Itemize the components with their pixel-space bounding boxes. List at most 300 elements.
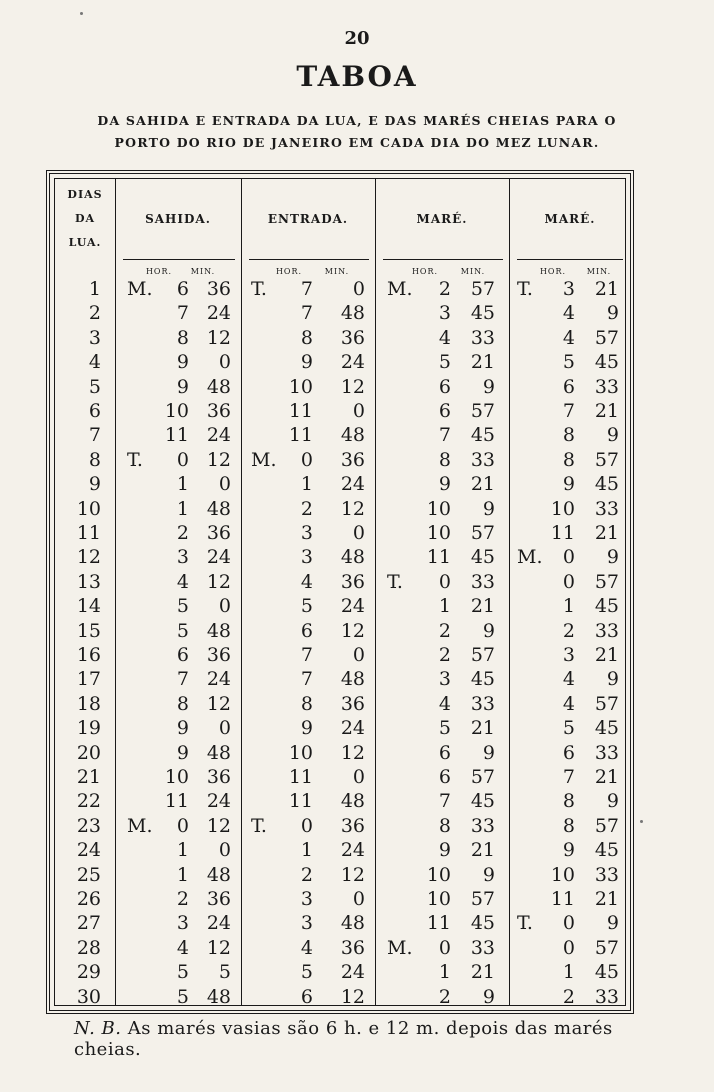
header-rule bbox=[383, 259, 503, 260]
mare2-hour: 10 bbox=[550, 497, 575, 520]
entrada-hour: 5 bbox=[300, 961, 313, 984]
sahida-hour: 1 bbox=[176, 839, 189, 862]
entrada-period: T. bbox=[251, 814, 267, 837]
sahida-period bbox=[127, 423, 157, 447]
paper-speck bbox=[640, 820, 643, 823]
day-cell: 14 bbox=[76, 595, 101, 618]
entrada-period bbox=[251, 545, 281, 569]
mare2-hour: 5 bbox=[562, 351, 575, 374]
header-days-line: LUA. bbox=[68, 236, 102, 249]
sahida-minute: 12 bbox=[206, 814, 231, 837]
entrada-period bbox=[251, 838, 281, 862]
entrada-hour: 3 bbox=[300, 888, 313, 910]
sahida-hour: 8 bbox=[176, 326, 189, 349]
sahida-hour: 11 bbox=[164, 424, 189, 447]
mare2-minute: 33 bbox=[594, 863, 619, 886]
sahida-hour: 2 bbox=[176, 522, 189, 544]
day-cell: 11 bbox=[76, 522, 101, 544]
sahida-hour: 4 bbox=[176, 936, 189, 959]
mare2-hour: 1 bbox=[562, 595, 575, 618]
mare2-minute: 45 bbox=[594, 717, 619, 740]
entrada-hour: 8 bbox=[300, 692, 313, 715]
sahida-period bbox=[127, 301, 157, 325]
day-cell: 28 bbox=[76, 936, 101, 959]
mare1-minute: 21 bbox=[470, 351, 495, 374]
mare1-hour: 8 bbox=[438, 448, 451, 471]
footnote-text: As marés vasias são 6 h. e 12 m. depois das marés cheias. bbox=[74, 1018, 613, 1060]
mare1-hour: 2 bbox=[438, 619, 451, 642]
mare2-minute: 21 bbox=[594, 278, 619, 300]
mare1-minute: 33 bbox=[470, 570, 495, 593]
sahida-period bbox=[127, 643, 157, 667]
mare2-hour: 9 bbox=[562, 839, 575, 862]
mare1-minute: 9 bbox=[482, 619, 495, 642]
sahida-hour: 5 bbox=[176, 961, 189, 984]
sahida-minute: 0 bbox=[218, 351, 231, 374]
mare2-minute: 45 bbox=[594, 473, 619, 496]
day-cell: 25 bbox=[76, 863, 101, 886]
mare1-hour: 0 bbox=[438, 570, 451, 593]
sahida-minute: 12 bbox=[206, 570, 231, 593]
entrada-period bbox=[251, 741, 281, 765]
header-sahida: SAHIDA. bbox=[145, 212, 211, 226]
mare2-minute: 57 bbox=[594, 326, 619, 349]
entrada-hour: 11 bbox=[288, 400, 313, 422]
entrada-period bbox=[251, 936, 281, 960]
entrada-hour: 3 bbox=[300, 912, 313, 935]
mare2-minute: 9 bbox=[606, 668, 619, 691]
sahida-minute: 0 bbox=[218, 717, 231, 740]
entrada-hour: 9 bbox=[300, 351, 313, 374]
mare1-minute: 45 bbox=[470, 546, 495, 569]
mare2-hour: 3 bbox=[562, 278, 575, 300]
sahida-period bbox=[127, 472, 157, 496]
mare1-minute: 9 bbox=[482, 863, 495, 886]
entrada-period bbox=[251, 765, 281, 789]
mare1-hour: 6 bbox=[438, 766, 451, 788]
entrada-minute: 0 bbox=[352, 522, 365, 544]
header-days-line: DIAS bbox=[67, 188, 103, 201]
sahida-minute: 24 bbox=[206, 424, 231, 447]
mare2-minute: 57 bbox=[594, 936, 619, 959]
sahida-period bbox=[127, 399, 157, 423]
entrada-minute: 24 bbox=[340, 473, 365, 496]
mare2-minute: 57 bbox=[594, 814, 619, 837]
entrada-period bbox=[251, 643, 281, 667]
mare2-hour: 10 bbox=[550, 863, 575, 886]
sahida-period bbox=[127, 911, 157, 935]
entrada-period bbox=[251, 594, 281, 618]
subtitle-line-2: PORTO DO RIO DE JANEIRO EM CADA DIA DO MEZ LUNAR. bbox=[114, 135, 600, 150]
sahida-minute: 24 bbox=[206, 302, 231, 325]
mare1-period: T. bbox=[387, 570, 403, 593]
sahida-hour: 9 bbox=[176, 375, 189, 398]
day-cell: 2 bbox=[88, 302, 101, 325]
mare2-hour: 5 bbox=[562, 717, 575, 740]
entrada-hour: 0 bbox=[300, 448, 313, 471]
mare2-hour: 0 bbox=[562, 546, 575, 569]
header-rule bbox=[123, 259, 235, 260]
mare2-hour: 6 bbox=[562, 741, 575, 764]
sahida-period bbox=[127, 521, 157, 545]
mare1-minute: 21 bbox=[470, 473, 495, 496]
mare1-minute: 57 bbox=[470, 278, 495, 300]
sahida-period bbox=[127, 863, 157, 887]
footnote bbox=[74, 1018, 674, 1060]
mare2-hour: 9 bbox=[562, 473, 575, 496]
entrada-hour: 6 bbox=[300, 619, 313, 642]
header-days-line: DA bbox=[74, 212, 96, 225]
mare1-minute: 45 bbox=[470, 790, 495, 813]
day-cell: 26 bbox=[76, 888, 101, 910]
sahida-hour: 6 bbox=[176, 278, 189, 300]
header-mare-2: MARÉ. bbox=[544, 212, 596, 226]
entrada-minute: 36 bbox=[340, 448, 365, 471]
column-divider bbox=[241, 179, 242, 1005]
sahida-hour: 9 bbox=[176, 717, 189, 740]
paper-speck bbox=[80, 12, 83, 15]
day-cell: 10 bbox=[76, 497, 101, 520]
mare1-minute: 57 bbox=[470, 644, 495, 666]
mare2-hour: 11 bbox=[550, 522, 575, 544]
sahida-hour: 6 bbox=[176, 644, 189, 666]
mare1-minute: 9 bbox=[482, 741, 495, 764]
mare2-minute: 57 bbox=[594, 448, 619, 471]
entrada-period: T. bbox=[251, 278, 267, 300]
entrada-minute: 0 bbox=[352, 644, 365, 666]
sahida-hour: 10 bbox=[164, 766, 189, 788]
sahida-hour: 0 bbox=[176, 814, 189, 837]
sahida-minute: 36 bbox=[206, 766, 231, 788]
entrada-period bbox=[251, 911, 281, 935]
entrada-hour: 0 bbox=[300, 814, 313, 837]
day-cell: 5 bbox=[88, 375, 101, 398]
sahida-minute: 36 bbox=[206, 400, 231, 422]
header-rule bbox=[517, 259, 623, 260]
mare2-hour: 8 bbox=[562, 448, 575, 471]
sahida-minute: 48 bbox=[206, 741, 231, 764]
column-divider bbox=[375, 179, 376, 1005]
entrada-period bbox=[251, 472, 281, 496]
entrada-period bbox=[251, 960, 281, 984]
sahida-period bbox=[127, 741, 157, 765]
entrada-minute: 24 bbox=[340, 595, 365, 618]
column-divider bbox=[509, 179, 510, 1005]
page-number: 20 bbox=[344, 28, 370, 49]
sahida-hour: 7 bbox=[176, 302, 189, 325]
entrada-hour: 2 bbox=[300, 863, 313, 886]
entrada-minute: 12 bbox=[340, 497, 365, 520]
entrada-hour: 11 bbox=[288, 766, 313, 788]
sahida-hour: 1 bbox=[176, 473, 189, 496]
mare1-hour: 9 bbox=[438, 473, 451, 496]
entrada-minute: 36 bbox=[340, 570, 365, 593]
mare1-hour: 10 bbox=[426, 497, 451, 520]
day-cell: 9 bbox=[88, 473, 101, 496]
mare2-hour: 3 bbox=[562, 644, 575, 666]
mare2-hour: 2 bbox=[562, 619, 575, 642]
mare1-minute: 33 bbox=[470, 326, 495, 349]
mare2-minute: 9 bbox=[606, 302, 619, 325]
sahida-hour: 10 bbox=[164, 400, 189, 422]
entrada-hour: 7 bbox=[300, 278, 313, 300]
sahida-hour: 8 bbox=[176, 692, 189, 715]
sahida-hour: 5 bbox=[176, 595, 189, 618]
sahida-minute: 48 bbox=[206, 619, 231, 642]
entrada-minute: 0 bbox=[352, 888, 365, 910]
mare2-minute: 21 bbox=[594, 522, 619, 544]
mare1-minute: 21 bbox=[470, 961, 495, 984]
day-cell: 18 bbox=[76, 692, 101, 715]
mare1-hour: 1 bbox=[438, 595, 451, 618]
entrada-minute: 0 bbox=[352, 278, 365, 300]
mare2-hour: 0 bbox=[562, 936, 575, 959]
mare1-minute: 57 bbox=[470, 888, 495, 910]
mare2-hour: 4 bbox=[562, 668, 575, 691]
mare2-hour: 8 bbox=[562, 424, 575, 447]
sahida-minute: 36 bbox=[206, 278, 231, 300]
sahida-hour: 9 bbox=[176, 741, 189, 764]
sahida-period bbox=[127, 692, 157, 716]
mare2-minute: 21 bbox=[594, 766, 619, 788]
entrada-hour: 8 bbox=[300, 326, 313, 349]
mare1-minute: 33 bbox=[470, 936, 495, 959]
sahida-period bbox=[127, 838, 157, 862]
sahida-period bbox=[127, 936, 157, 960]
entrada-minute: 24 bbox=[340, 717, 365, 740]
mare2-minute: 45 bbox=[594, 839, 619, 862]
mare2-period: M. bbox=[517, 546, 543, 569]
mare1-minute: 45 bbox=[470, 668, 495, 691]
mare2-minute: 45 bbox=[594, 961, 619, 984]
page-title: TABOA bbox=[296, 60, 418, 93]
day-cell: 19 bbox=[76, 717, 101, 740]
entrada-minute: 0 bbox=[352, 766, 365, 788]
mare2-hour: 0 bbox=[562, 570, 575, 593]
mare1-minute: 9 bbox=[482, 985, 495, 1008]
footnote-lead: N. B. bbox=[74, 1018, 122, 1039]
entrada-hour: 4 bbox=[300, 570, 313, 593]
sahida-period bbox=[127, 789, 157, 813]
mare2-hour: 11 bbox=[550, 888, 575, 910]
entrada-period bbox=[251, 521, 281, 545]
day-cell: 7 bbox=[88, 424, 101, 447]
subheader-hor: HOR. bbox=[411, 267, 439, 276]
day-cell: 17 bbox=[76, 668, 101, 691]
sahida-period bbox=[127, 594, 157, 618]
day-cell: 12 bbox=[76, 546, 101, 569]
mare1-hour: 3 bbox=[438, 302, 451, 325]
entrada-minute: 36 bbox=[340, 326, 365, 349]
sahida-period bbox=[127, 887, 157, 911]
entrada-minute: 48 bbox=[340, 302, 365, 325]
entrada-hour: 3 bbox=[300, 522, 313, 544]
subtitle-line-1: DA SAHIDA E ENTRADA DA LUA, E DAS MARÉS CHEIAS PARA O bbox=[97, 113, 617, 128]
entrada-hour: 7 bbox=[300, 302, 313, 325]
day-cell: 23 bbox=[76, 814, 101, 837]
entrada-hour: 5 bbox=[300, 595, 313, 618]
subheader-min: MIN. bbox=[190, 267, 216, 276]
mare2-minute: 45 bbox=[594, 595, 619, 618]
mare1-minute: 45 bbox=[470, 302, 495, 325]
mare1-minute: 57 bbox=[470, 766, 495, 788]
sahida-hour: 7 bbox=[176, 668, 189, 691]
sahida-hour: 0 bbox=[176, 448, 189, 471]
mare1-hour: 6 bbox=[438, 741, 451, 764]
day-cell: 27 bbox=[76, 912, 101, 935]
entrada-period bbox=[251, 619, 281, 643]
entrada-minute: 48 bbox=[340, 912, 365, 935]
sahida-minute: 48 bbox=[206, 863, 231, 886]
entrada-minute: 24 bbox=[340, 351, 365, 374]
mare1-hour: 10 bbox=[426, 888, 451, 910]
entrada-hour: 10 bbox=[288, 375, 313, 398]
sahida-minute: 12 bbox=[206, 326, 231, 349]
mare1-minute: 33 bbox=[470, 814, 495, 837]
entrada-period bbox=[251, 399, 281, 423]
entrada-period bbox=[251, 350, 281, 374]
mare1-period: M. bbox=[387, 936, 413, 959]
sahida-period bbox=[127, 545, 157, 569]
mare2-hour: 2 bbox=[562, 985, 575, 1008]
mare2-hour: 0 bbox=[562, 912, 575, 935]
entrada-period bbox=[251, 326, 281, 350]
day-cell: 20 bbox=[76, 741, 101, 764]
entrada-period bbox=[251, 863, 281, 887]
sahida-minute: 12 bbox=[206, 936, 231, 959]
sahida-minute: 12 bbox=[206, 692, 231, 715]
header-entrada: ENTRADA. bbox=[267, 212, 349, 226]
mare1-minute: 21 bbox=[470, 595, 495, 618]
mare1-hour: 7 bbox=[438, 790, 451, 813]
subheader-min: MIN. bbox=[460, 267, 486, 276]
mare1-minute: 45 bbox=[470, 912, 495, 935]
entrada-hour: 3 bbox=[300, 546, 313, 569]
entrada-hour: 1 bbox=[300, 839, 313, 862]
mare2-minute: 57 bbox=[594, 692, 619, 715]
mare1-period: M. bbox=[387, 278, 413, 300]
entrada-minute: 48 bbox=[340, 546, 365, 569]
sahida-minute: 0 bbox=[218, 595, 231, 618]
mare1-hour: 9 bbox=[438, 839, 451, 862]
sahida-period bbox=[127, 765, 157, 789]
mare1-minute: 21 bbox=[470, 717, 495, 740]
mare1-hour: 2 bbox=[438, 278, 451, 300]
mare1-hour: 6 bbox=[438, 375, 451, 398]
mare1-hour: 1 bbox=[438, 961, 451, 984]
sahida-minute: 5 bbox=[218, 961, 231, 984]
sahida-period bbox=[127, 667, 157, 691]
sahida-hour: 11 bbox=[164, 790, 189, 813]
sahida-hour: 1 bbox=[176, 863, 189, 886]
mare1-hour: 5 bbox=[438, 717, 451, 740]
mare2-minute: 33 bbox=[594, 497, 619, 520]
sahida-minute: 24 bbox=[206, 668, 231, 691]
column-divider bbox=[115, 179, 116, 1005]
header-days bbox=[55, 179, 115, 259]
sahida-minute: 48 bbox=[206, 497, 231, 520]
entrada-hour: 6 bbox=[300, 985, 313, 1008]
day-cell: 8 bbox=[88, 448, 101, 471]
mare1-minute: 21 bbox=[470, 839, 495, 862]
mare1-hour: 6 bbox=[438, 400, 451, 422]
day-cell: 15 bbox=[76, 619, 101, 642]
mare2-minute: 9 bbox=[606, 912, 619, 935]
sahida-period bbox=[127, 716, 157, 740]
sahida-minute: 24 bbox=[206, 546, 231, 569]
subheader-min: MIN. bbox=[586, 267, 612, 276]
entrada-period bbox=[251, 985, 281, 1009]
entrada-period bbox=[251, 789, 281, 813]
mare1-minute: 57 bbox=[470, 400, 495, 422]
subheader-min: MIN. bbox=[324, 267, 350, 276]
entrada-period bbox=[251, 301, 281, 325]
day-cell: 22 bbox=[76, 790, 101, 813]
day-cell: 21 bbox=[76, 766, 101, 788]
mare2-minute: 33 bbox=[594, 375, 619, 398]
mare1-minute: 57 bbox=[470, 522, 495, 544]
sahida-minute: 24 bbox=[206, 912, 231, 935]
sahida-period bbox=[127, 960, 157, 984]
tide-table bbox=[46, 170, 634, 1014]
day-cell: 29 bbox=[76, 961, 101, 984]
sahida-minute: 36 bbox=[206, 644, 231, 666]
mare2-hour: 6 bbox=[562, 375, 575, 398]
sahida-minute: 48 bbox=[206, 375, 231, 398]
page-subtitle bbox=[40, 110, 674, 154]
mare2-minute: 33 bbox=[594, 741, 619, 764]
mare1-minute: 33 bbox=[470, 692, 495, 715]
mare2-minute: 9 bbox=[606, 790, 619, 813]
entrada-period bbox=[251, 570, 281, 594]
subheader-hor: HOR. bbox=[145, 267, 173, 276]
sahida-period bbox=[127, 985, 157, 1009]
entrada-minute: 48 bbox=[340, 424, 365, 447]
entrada-minute: 12 bbox=[340, 375, 365, 398]
sahida-minute: 0 bbox=[218, 473, 231, 496]
entrada-minute: 12 bbox=[340, 619, 365, 642]
sahida-period: M. bbox=[127, 814, 153, 837]
mare2-period: T. bbox=[517, 912, 533, 935]
mare2-minute: 21 bbox=[594, 888, 619, 910]
day-cell: 1 bbox=[88, 278, 101, 300]
header-rule bbox=[249, 259, 369, 260]
entrada-period bbox=[251, 692, 281, 716]
entrada-hour: 4 bbox=[300, 936, 313, 959]
entrada-minute: 36 bbox=[340, 936, 365, 959]
sahida-period bbox=[127, 619, 157, 643]
entrada-hour: 11 bbox=[288, 424, 313, 447]
entrada-minute: 36 bbox=[340, 814, 365, 837]
entrada-period bbox=[251, 887, 281, 911]
sahida-period bbox=[127, 375, 157, 399]
sahida-hour: 5 bbox=[176, 619, 189, 642]
entrada-period bbox=[251, 423, 281, 447]
sahida-period bbox=[127, 497, 157, 521]
sahida-hour: 3 bbox=[176, 912, 189, 935]
day-cell: 16 bbox=[76, 644, 101, 666]
mare1-minute: 33 bbox=[470, 448, 495, 471]
day-cell: 13 bbox=[76, 570, 101, 593]
mare1-hour: 2 bbox=[438, 644, 451, 666]
mare1-hour: 0 bbox=[438, 936, 451, 959]
sahida-hour: 2 bbox=[176, 888, 189, 910]
sahida-minute: 36 bbox=[206, 888, 231, 910]
sahida-hour: 4 bbox=[176, 570, 189, 593]
sahida-period bbox=[127, 326, 157, 350]
mare2-hour: 7 bbox=[562, 400, 575, 422]
day-cell: 24 bbox=[76, 839, 101, 862]
